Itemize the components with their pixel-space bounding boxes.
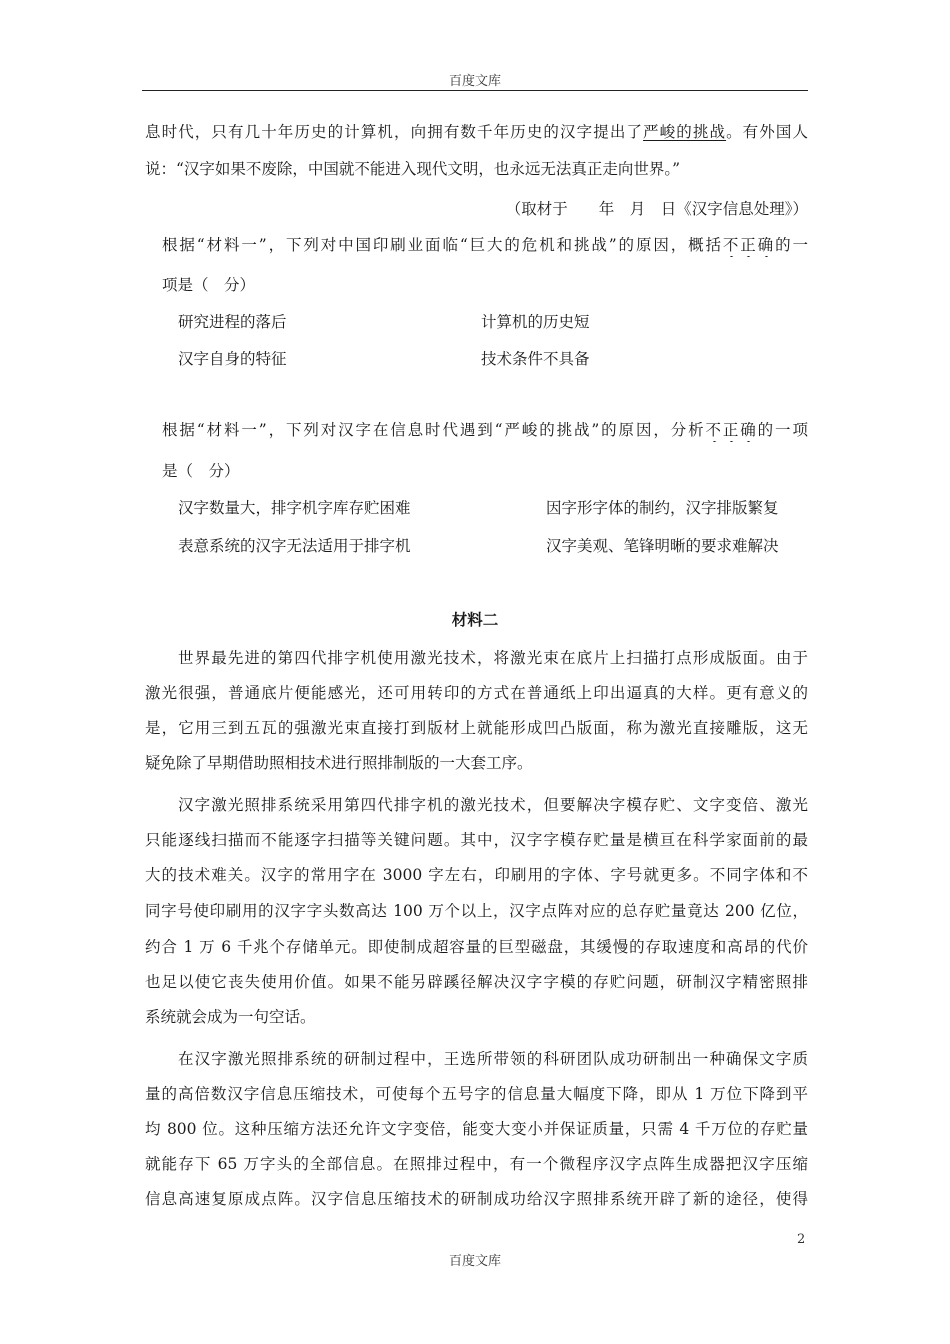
header-rule (142, 90, 808, 91)
paragraph-line: 疑免除了早期借助照相技术进行照排制版的一大套工序。 (145, 754, 533, 772)
emphasis-char: 不 (705, 421, 723, 439)
question-1-text: 根据“材料一”，下列对中国印刷业面临“巨大的危机和挑战”的原因，概括 (162, 236, 723, 254)
paragraph-line: 均 800 位。这种压缩方法还允许文字变倍，能变大变小并保证质量，只需 4 千万位的存贮量 (145, 1120, 808, 1138)
paragraph-line: 世界最先进的第四代排字机使用激光技术，将激光束在底片上扫描打点形成版面。由于 (178, 649, 808, 667)
underlined-phrase: 严峻的挑战 (643, 123, 727, 141)
paragraph-line: 信息高速复原成点阵。汉字信息压缩技术的研制成功给汉字照排系统开辟了新的途径，使得 (145, 1190, 808, 1208)
emphasis-char: 正 (740, 236, 758, 254)
page-header: 百度文库 (448, 74, 501, 89)
page-number: 2 (797, 1232, 806, 1247)
paragraph-line: 约合 1 万 6 千兆个存储单元。即使制成超容量的巨型磁盘，其缓慢的存取速度和高昂的代价 (145, 938, 808, 956)
question-1-stem (162, 233, 808, 257)
paragraph-line: 同字号使印刷用的汉字字头数高达 100 万个以上，汉字点阵对应的总存贮量竟达 200 亿位， (145, 902, 808, 920)
paragraph-line: 汉字激光照排系统采用第四代排字机的激光技术，但要解决字模存贮、文字变倍、激光 (178, 796, 808, 814)
question-2-text: 根据“材料一”，下列对汉字在信息时代遇到“严峻的挑战”的原因，分析 (162, 421, 706, 439)
emphasis-char: 确 (740, 421, 758, 439)
q1-option-c: 汉字自身的特征 (178, 350, 287, 368)
q1-option-b: 计算机的历史短 (481, 313, 590, 331)
q1-option-d: 技术条件不具备 (481, 350, 590, 368)
question-2-stem-end: 是（ 分） (162, 462, 240, 480)
q2-option-d: 汉字美观、笔锋明晰的要求难解决 (546, 537, 779, 555)
paragraph-line: 激光很强，普通底片便能感光，还可用转印的方式在普通纸上印出逼真的大样。更有意义的 (145, 684, 808, 702)
q2-option-a: 汉字数量大，排字机字库存贮困难 (178, 499, 411, 517)
emphasis-char: 正 (722, 421, 741, 439)
question-2-text-end: 的一项 (757, 421, 808, 439)
q2-option-c: 表意系统的汉字无法适用于排字机 (178, 537, 411, 555)
question-2-stem (162, 418, 808, 442)
section-title: 材料二 (451, 611, 499, 629)
emphasis-char: 确 (757, 236, 776, 254)
paragraph-line: 系统就会成为一句空话。 (145, 1008, 316, 1026)
intro-line-2: 说：“汉字如果不废除，中国就不能进入现代文明，也永远无法真正走向世界。” (145, 160, 681, 178)
question-1-text-end: 的一 (775, 236, 808, 254)
page-footer: 百度文库 (448, 1254, 501, 1269)
paragraph-line: 大的技术难关。汉字的常用字在 3000 字左右，印刷用的字体、字号就更多。不同字体和不 (145, 866, 808, 884)
paragraph-line: 只能逐线扫描而不能逐字扫描等关键问题。其中，汉字字模存贮量是横亘在科学家面前的最 (145, 831, 808, 849)
intro-line-1 (145, 120, 808, 144)
paragraph-line: 是，它用三到五瓦的强激光束直接打到版材上就能形成凹凸版面，称为激光直接雕版，这无 (145, 719, 808, 737)
q2-option-b: 因字形字体的制约，汉字排版繁复 (546, 499, 779, 517)
paragraph-line: 也足以使它丧失使用价值。如果不能另辟蹊径解决汉字字模的存贮问题，研制汉字精密照排 (145, 973, 808, 991)
emphasis-char: 不 (722, 236, 741, 254)
source-citation: （取材于 年 月 日《汉字信息处理》） (505, 200, 808, 218)
question-1-stem-end: 项是（ 分） (162, 276, 256, 294)
paragraph-line: 量的高倍数汉字信息压缩技术，可使每个五号字的信息量大幅度下降，即从 1 万位下降到平 (145, 1085, 808, 1103)
intro-text-end: 。有外国人 (726, 123, 808, 141)
paragraph-line: 在汉字激光照排系统的研制过程中，王选所带领的科研团队成功研制出一种确保文字质 (178, 1050, 808, 1068)
paragraph-line: 就能存下 65 万字头的全部信息。在照排过程中，有一个微程序汉字点阵生成器把汉字压缩 (145, 1155, 808, 1173)
intro-text: 息时代，只有几十年历史的计算机，向拥有数千年历史的汉字提出了 (145, 123, 644, 141)
q1-option-a: 研究进程的落后 (178, 313, 287, 331)
